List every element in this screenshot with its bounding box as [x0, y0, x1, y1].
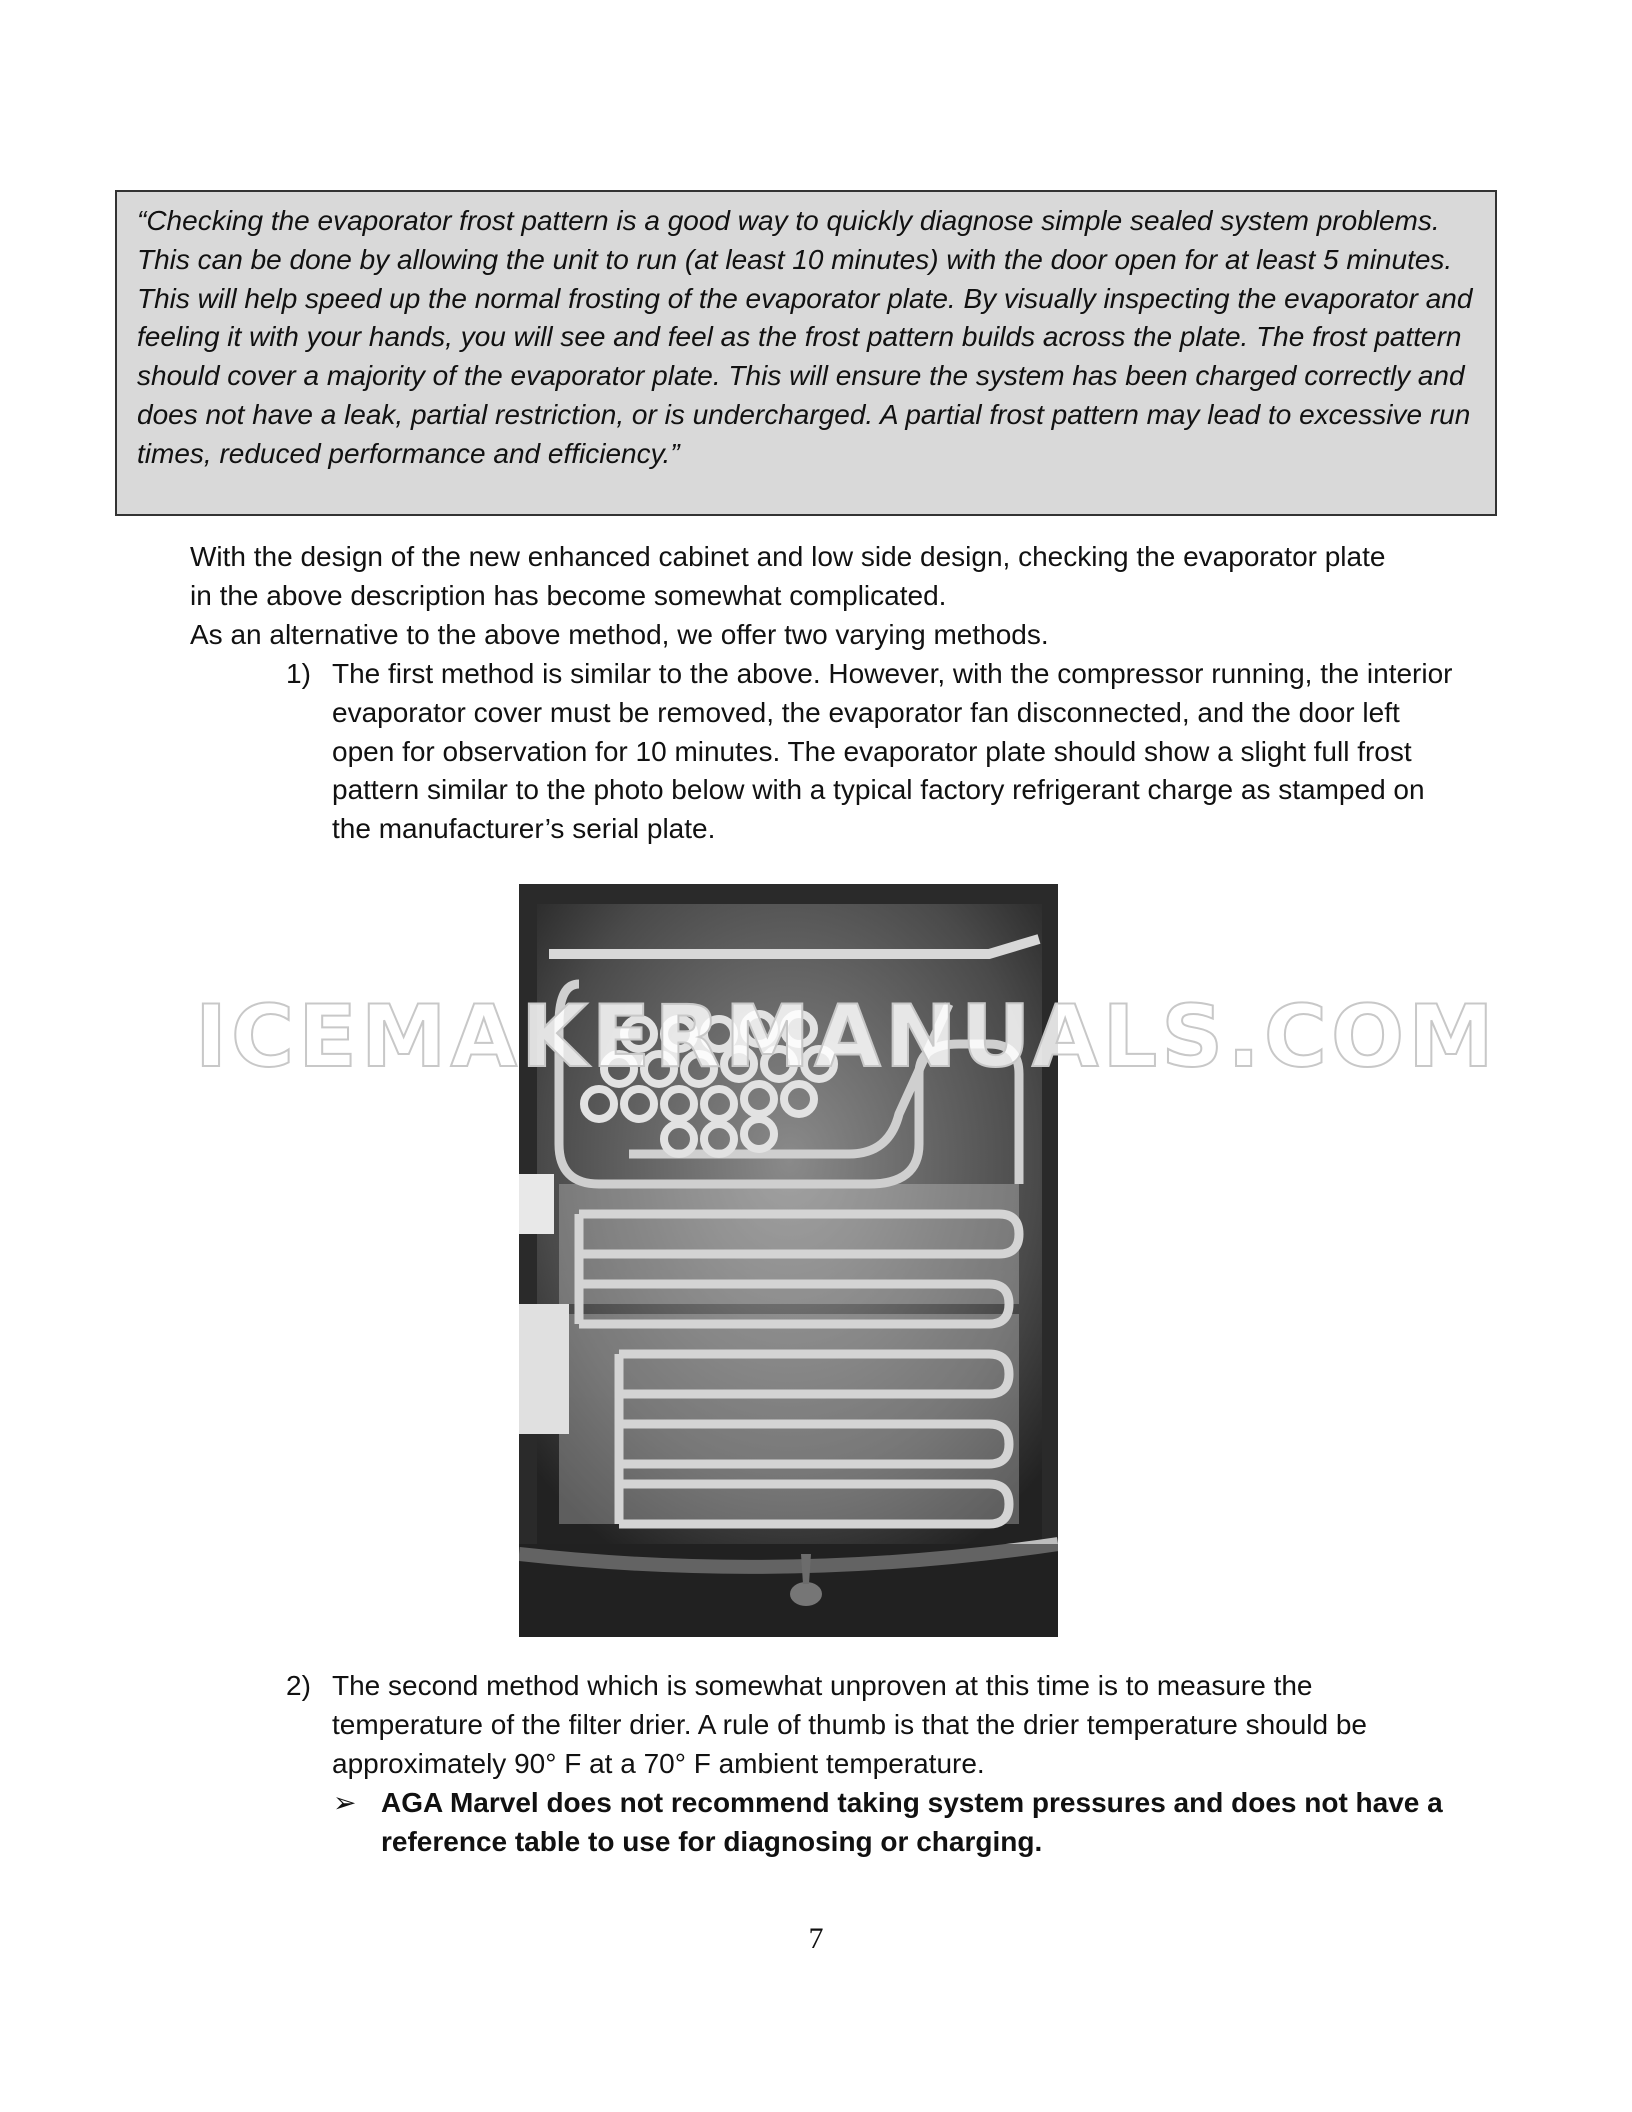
list-item — [286, 655, 1466, 849]
intro-paragraph: With the design of the new enhanced cabinet and low side design, checking the evaporator plate in the above description has become somewhat complicated. — [190, 541, 1386, 611]
recommendation-note — [333, 1784, 1453, 1862]
list-number: 1) — [286, 658, 311, 689]
page-number: 7 — [808, 1922, 824, 1955]
list-item-text: The first method is similar to the above. However, with the compressor running, the interior evaporator cover must be removed, the evaporator fan disconnected, and the door left open for observation for 10 minutes. The evaporator plate should show a slight full frost pattern similar to the photo below with a typical factory refrigerant charge as stamped on the manufacturer’s serial plate. — [332, 658, 1453, 845]
watermark: ICEMAKERMANUALS.COM — [195, 987, 1498, 1087]
list-number: 2) — [286, 1670, 311, 1701]
quote-text: “Checking the evaporator frost pattern is a good way to quickly diagnose simple sealed system problems. This can be done by allowing the unit to run (at least 10 minutes) with the door open for at least 5 minutes. This will help speed up the normal frosting of the evaporator plate. By visually inspecting the evaporator and feeling it with your hands, you will see and feel as the frost pattern builds across the plate. The frost pattern should cover a majority of the evaporator plate. This will ensure the system has been charged correctly and does not have a leak, partial restriction, or is undercharged. A partial frost pattern may lead to excessive run times, reduced performance and efficiency.” — [137, 205, 1473, 469]
arrowhead-bullet-icon: ➢ — [333, 1787, 357, 1818]
list-item — [286, 1667, 1466, 1783]
list-item-text: The second method which is somewhat unproven at this time is to measure the temperature of the filter drier. A rule of thumb is that the drier temperature should be approximately 90° F at a 70° F ambient temperature. — [332, 1670, 1368, 1779]
note-text: AGA Marvel does not recommend taking system pressures and does not have a reference table to use for diagnosing or charging. — [381, 1787, 1443, 1857]
quote-box — [115, 190, 1497, 516]
alternative-paragraph: As an alternative to the above method, we offer two varying methods. — [190, 619, 1049, 650]
